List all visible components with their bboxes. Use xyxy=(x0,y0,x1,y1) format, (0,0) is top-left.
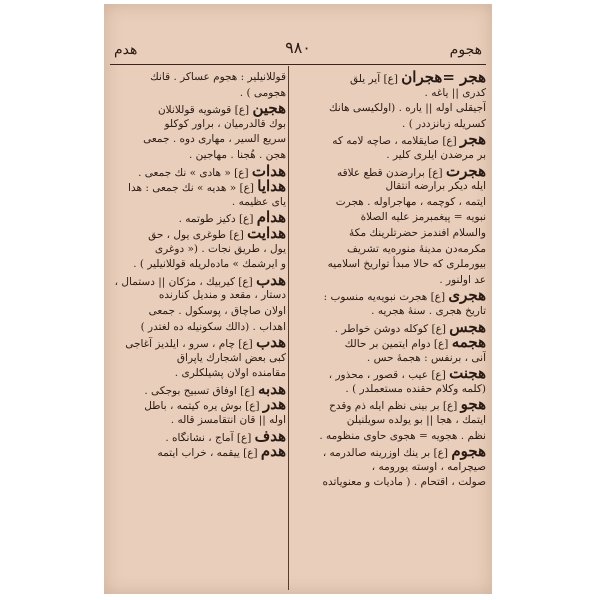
headword: هدب xyxy=(256,270,286,289)
header-rule xyxy=(110,64,486,65)
entry-text: [ع] صایقلامه ، صاچه لامه که xyxy=(332,135,461,148)
entry-text: [ع] آماج ، نشانگاه . xyxy=(165,431,255,444)
entry-line xyxy=(290,179,486,195)
entry-text: [ع] چام ، سرو ، ایلدیز آغاجی xyxy=(125,338,257,351)
entry-text: [ع] کوکله دوشن خواطر . xyxy=(334,322,450,335)
headword: هجس xyxy=(449,317,486,336)
entry-text: [ع] کیربیك ، مژکان || دستمال ، xyxy=(114,275,257,288)
entry-text: مقامنده اولان پشیلکلری . xyxy=(174,367,286,380)
entry-line xyxy=(112,70,286,86)
entry-text: کدری || یاغه . xyxy=(424,86,486,99)
entry-text: عد اولنور . xyxy=(439,273,486,286)
headword: هجنت xyxy=(449,364,486,383)
running-head-left: هدم xyxy=(114,42,138,58)
entry-text: [ع] برارضدن قطع علاقه xyxy=(336,166,446,179)
entry-line xyxy=(290,475,486,491)
entry-text: اهداب . (دالك سکونیله ده لغتدر ) xyxy=(140,320,286,333)
entry-text: ایتمك ، هجا || بو یولده سویلنیلن xyxy=(346,414,486,427)
entry-line xyxy=(290,117,486,133)
headword: هجرت xyxy=(446,161,486,180)
entry-line xyxy=(290,226,486,242)
entry-line xyxy=(112,304,286,320)
entry-line xyxy=(112,270,286,289)
headword: هجمه xyxy=(451,333,486,352)
entry-text: [ع] دوام ایتمین بر حالك xyxy=(344,338,452,351)
entry-line xyxy=(112,179,286,195)
headword: هجو xyxy=(460,395,486,414)
entry-text: (کلمه وکلام حقنده مستعملدر ) . xyxy=(345,382,486,395)
entry-line xyxy=(112,117,286,133)
entry-line xyxy=(112,242,286,258)
headword: هجوم xyxy=(451,442,486,461)
entry-line xyxy=(112,101,286,117)
entry-text: اولان صاچاق ، پوسکول . جمعی xyxy=(148,304,286,317)
entry-text: آجیقلی اوله || یاره . (اولکیسی هانك xyxy=(329,102,486,115)
headword: هدف xyxy=(254,426,286,445)
entry-line xyxy=(290,70,486,86)
entry-text: صیچرامه ، اوسته یورومه ، xyxy=(371,460,486,473)
entry-line xyxy=(112,444,286,460)
entry-text: ایله دیکر برارضه انتقال xyxy=(385,180,486,193)
entry-text: بر مرضدن ایلری کلیر . xyxy=(386,148,486,161)
headword: هدب xyxy=(256,333,286,352)
entry-line xyxy=(290,86,486,102)
page-number: ۹۸۰ xyxy=(285,38,311,57)
entry-text: بوك قالدرمیان ، براور کوکلو xyxy=(164,117,286,130)
dictionary-page xyxy=(104,4,492,594)
entry-text: یول ، طریق نجات . (« دوغری xyxy=(154,242,286,255)
headword: هدم xyxy=(260,442,286,461)
headword: هدر xyxy=(262,395,286,414)
entry-text: [ع] عیب ، قصور ، محذور ، xyxy=(328,369,450,382)
entry-text: هجومی ) . xyxy=(239,86,286,99)
entry-line xyxy=(290,210,486,226)
right-column xyxy=(290,70,486,590)
entry-line xyxy=(290,242,486,258)
entry-line xyxy=(290,101,486,117)
entry-text: نبویه = پیغمبرمز علیه الصلاة xyxy=(360,211,486,224)
entry-text: [ع] ییقمه ، خراب ایتمه xyxy=(157,447,261,460)
headword: هجر =هجران xyxy=(401,70,486,86)
headword: هدبه xyxy=(257,379,286,398)
entry-text: اوله || قان انتقامسز قاله . xyxy=(170,414,286,427)
entry-line xyxy=(290,335,486,351)
entry-line xyxy=(290,132,486,148)
entry-line xyxy=(290,257,486,273)
entry-line xyxy=(112,397,286,413)
entry-text: کسریله زبانزددر ) . xyxy=(402,117,486,130)
entry-text: [ع] آیر یلق xyxy=(350,73,402,85)
entry-text: [ع] اوفاق تسبیح بوجکی . xyxy=(144,384,258,397)
entry-text: هجن . هُجنا . مهاجین . xyxy=(188,148,286,161)
headword: هدات xyxy=(251,161,286,180)
entry-line xyxy=(290,397,486,413)
entry-text: و ایرشمك » ماده‌لریله قوللانیلیر ) . xyxy=(133,258,286,271)
entry-line xyxy=(290,444,486,460)
entry-line xyxy=(290,460,486,476)
entry-text: تاریخ هجری . سنهٔ هجریه . xyxy=(371,304,486,317)
headword: هدام xyxy=(256,208,286,227)
entry-text: [ع] قوشویه قوللانلان xyxy=(157,104,253,117)
headword: هدایت xyxy=(247,223,286,242)
entry-text: [ع] « هدیه » نك جمعی : هدا xyxy=(128,182,258,195)
entry-text: ایتمه ، کوچمه ، مهاجراوله . هجرت xyxy=(335,195,486,208)
entry-line xyxy=(112,426,286,445)
entry-line xyxy=(112,351,286,367)
column-divider xyxy=(288,66,289,590)
entry-line xyxy=(290,288,486,304)
page-header xyxy=(114,40,482,60)
running-head-right: هجوم xyxy=(449,42,482,58)
entry-text: [ع] بر بینی نظم ایله ذم وقدح xyxy=(329,400,461,413)
entry-text: آنی ، برنفس : هجمهٔ حس . xyxy=(366,351,486,364)
entry-line xyxy=(290,195,486,211)
entry-text: دستار ، مقعد و مندیل کنارنده xyxy=(158,289,286,302)
entry-text: بیورملری که حالا مبدأ تواریخ اسلامیه xyxy=(327,258,486,271)
entry-line xyxy=(112,335,286,351)
entry-text: کبی بعض اشجارك یاپراق xyxy=(176,351,286,364)
entry-line xyxy=(112,223,286,242)
entry-text: [ع] هجرت نبویه‌یه منسوب : xyxy=(323,291,449,304)
headword: هجین xyxy=(252,99,286,118)
entry-line xyxy=(112,132,286,148)
entry-text: صولت ، اقتحام . ( مادیات و معنویاتده xyxy=(322,476,486,489)
left-column xyxy=(112,70,286,590)
entry-text: نظم . هجویه = هجوی حاوی منظومه . xyxy=(319,429,486,442)
headword: هدایا xyxy=(257,177,286,196)
entry-text: [ع] بوش یره کیتمه ، باطل xyxy=(144,400,263,413)
entry-text: والسلام افندمز حضرتلرینك مکهٔ xyxy=(349,226,486,239)
entry-line xyxy=(290,366,486,382)
entry-text: [ع] دکیز طوتمه . xyxy=(178,213,257,226)
entry-text: سریع السیر ، مهاری دوه . جمعی xyxy=(143,133,286,146)
entry-text: [ع] طوغری یول ، حق xyxy=(148,228,248,241)
headword: هجر xyxy=(460,130,486,149)
entry-line xyxy=(290,382,486,398)
entry-text: [ع] « هادی » نك جمعی . xyxy=(138,166,252,179)
entry-line xyxy=(112,379,286,398)
headword: هجری xyxy=(448,286,486,305)
entry-line xyxy=(290,413,486,429)
entry-line xyxy=(290,161,486,180)
entry-text: یای عظیمه . xyxy=(231,195,286,208)
entry-text: مکرمه‌دن مدینهٔ منوره‌یه تشریف xyxy=(347,242,486,255)
entry-text: قوللانیلیر : هجوم عساکر . قانك xyxy=(150,71,286,83)
entry-text: [ع] بر ینك اوزرینه صالدرمه ، xyxy=(322,447,452,460)
entry-line xyxy=(112,288,286,304)
